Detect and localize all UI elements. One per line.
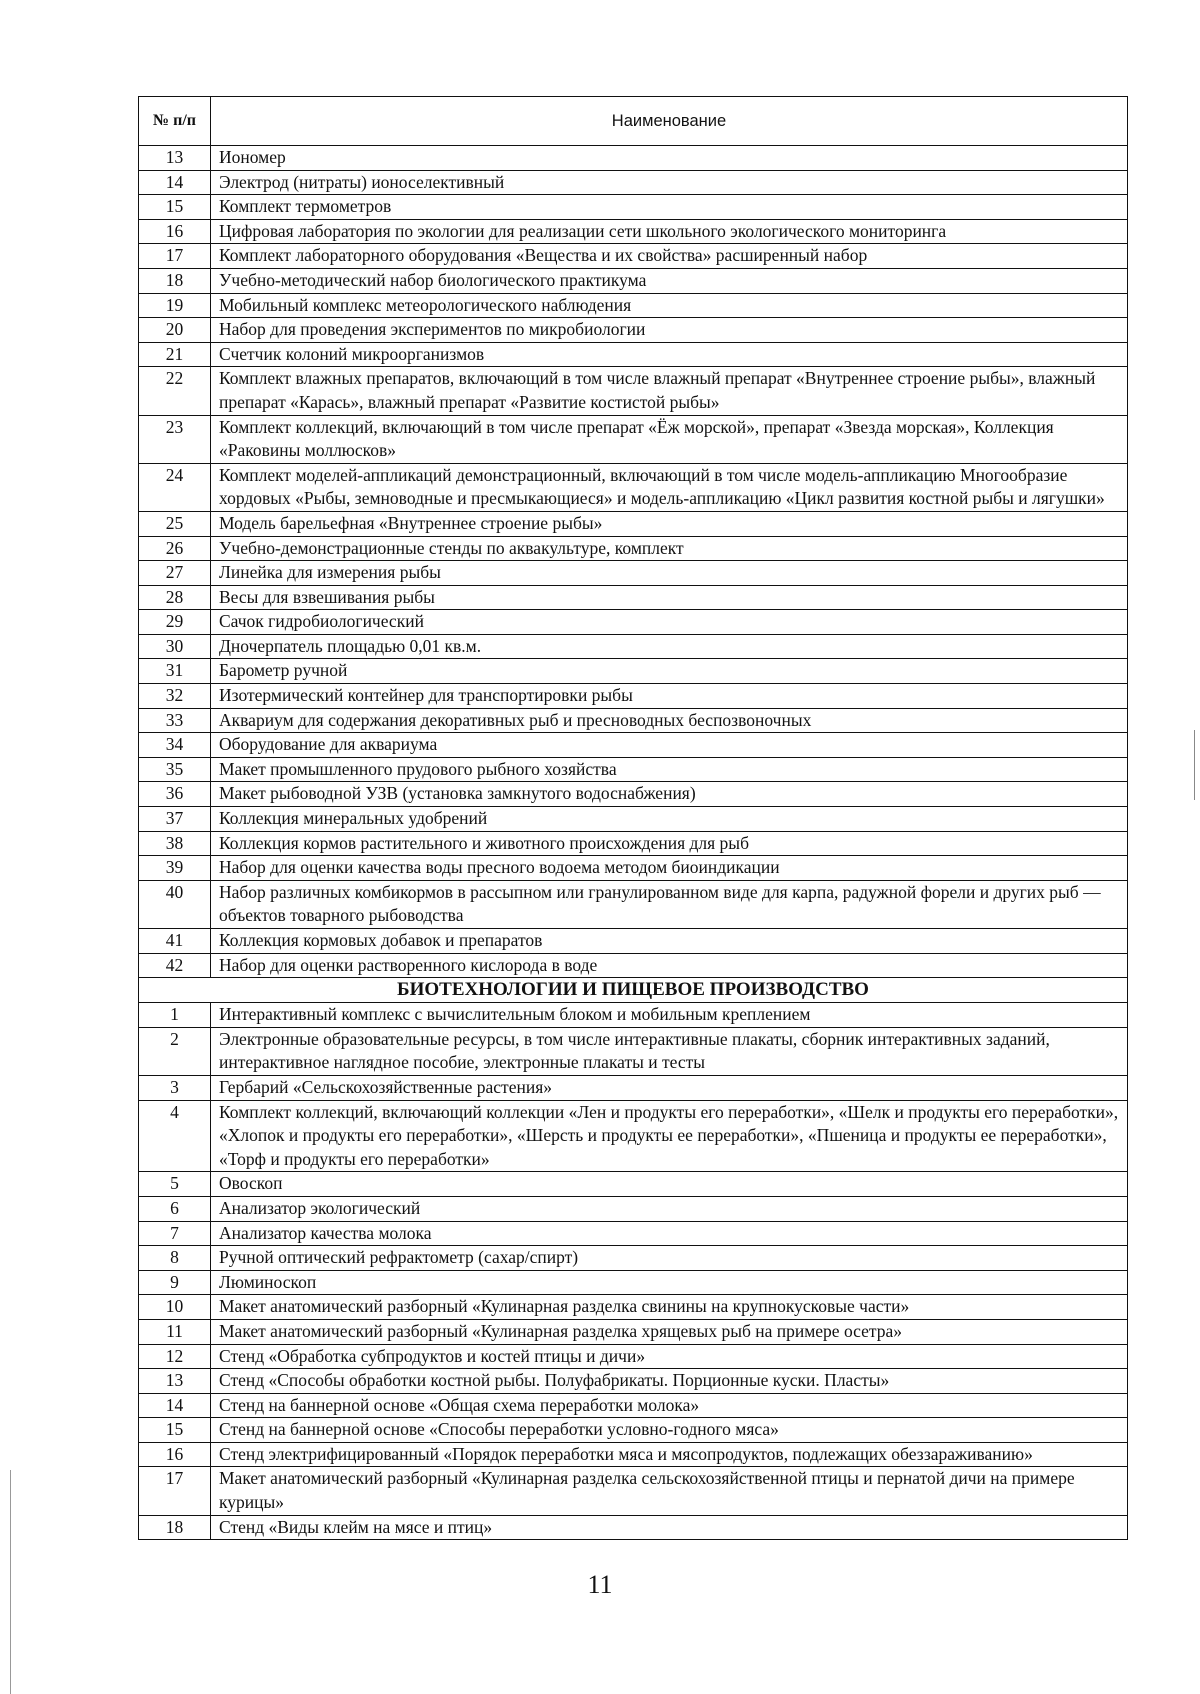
- row-number: 40: [139, 880, 211, 928]
- section-title: БИОТЕХНОЛОГИИ И ПИЩЕВОЕ ПРОИЗВОДСТВО: [139, 978, 1128, 1003]
- row-name: Аквариум для содержания декоративных рыб и пресноводных беспозвоночных: [211, 708, 1128, 733]
- row-number: 28: [139, 585, 211, 610]
- row-number: 14: [139, 170, 211, 195]
- table-row: [139, 318, 1128, 343]
- table-row: [139, 219, 1128, 244]
- table-body-part2: [139, 1003, 1128, 1540]
- table-row: [139, 1221, 1128, 1246]
- table-row: [139, 1344, 1128, 1369]
- table-row: [139, 1172, 1128, 1197]
- table-row: [139, 659, 1128, 684]
- row-number: 10: [139, 1295, 211, 1320]
- table-row: [139, 1319, 1128, 1344]
- row-number: 20: [139, 318, 211, 343]
- row-name: Комплект коллекций, включающий в том числе препарат «Ёж морской», препарат «Звезда морская», Коллекция «Раковины моллюсков»: [211, 415, 1128, 463]
- row-name: Весы для взвешивания рыбы: [211, 585, 1128, 610]
- table-row: [139, 831, 1128, 856]
- row-name: Стенд «Обработка субпродуктов и костей птицы и дичи»: [211, 1344, 1128, 1369]
- row-number: 5: [139, 1172, 211, 1197]
- row-number: 15: [139, 195, 211, 220]
- row-number: 1: [139, 1003, 211, 1028]
- row-number: 14: [139, 1393, 211, 1418]
- row-name: Стенд «Способы обработки костной рыбы. Полуфабрикаты. Порционные куски. Пласты»: [211, 1369, 1128, 1394]
- row-number: 22: [139, 367, 211, 415]
- row-name: Люминоскоп: [211, 1270, 1128, 1295]
- table-row: [139, 1442, 1128, 1467]
- table-row: [139, 1418, 1128, 1443]
- table-row: [139, 1467, 1128, 1515]
- row-name: Стенд электрифицированный «Порядок переработки мяса и мясопродуктов, подлежащих обеззараживанию»: [211, 1442, 1128, 1467]
- row-number: 4: [139, 1100, 211, 1172]
- row-name: Макет промышленного прудового рыбного хозяйства: [211, 757, 1128, 782]
- column-header-name: Наименование: [211, 97, 1128, 146]
- row-name: Макет рыбоводной УЗВ (установка замкнутого водоснабжения): [211, 782, 1128, 807]
- row-number: 32: [139, 684, 211, 709]
- row-number: 23: [139, 415, 211, 463]
- row-name: Коллекция кормовых добавок и препаратов: [211, 929, 1128, 954]
- row-name: Коллекция минеральных удобрений: [211, 807, 1128, 832]
- row-name: Набор для оценки качества воды пресного водоема методом биоиндикации: [211, 856, 1128, 881]
- table-row: [139, 367, 1128, 415]
- row-name: Анализатор экологический: [211, 1196, 1128, 1221]
- column-header-number: № п/п: [139, 97, 211, 146]
- row-number: 18: [139, 1515, 211, 1540]
- row-number: 8: [139, 1246, 211, 1271]
- row-number: 13: [139, 1369, 211, 1394]
- row-name: Коллекция кормов растительного и животного происхождения для рыб: [211, 831, 1128, 856]
- row-name: Модель барельефная «Внутреннее строение рыбы»: [211, 511, 1128, 536]
- row-number: 16: [139, 219, 211, 244]
- row-number: 7: [139, 1221, 211, 1246]
- row-number: 9: [139, 1270, 211, 1295]
- row-number: 31: [139, 659, 211, 684]
- table-row: [139, 293, 1128, 318]
- row-name: Барометр ручной: [211, 659, 1128, 684]
- table-row: [139, 807, 1128, 832]
- row-number: 15: [139, 1418, 211, 1443]
- row-number: 17: [139, 1467, 211, 1515]
- table-row: [139, 929, 1128, 954]
- row-name: Оборудование для аквариума: [211, 733, 1128, 758]
- row-name: Дночерпатель площадью 0,01 кв.м.: [211, 634, 1128, 659]
- scan-margin-mark-left: [10, 1470, 11, 1694]
- row-name: Гербарий «Сельскохозяйственные растения»: [211, 1075, 1128, 1100]
- row-number: 35: [139, 757, 211, 782]
- table-row: [139, 1075, 1128, 1100]
- table-row: [139, 268, 1128, 293]
- table-row: [139, 146, 1128, 171]
- table-body-part1: [139, 146, 1128, 978]
- row-number: 36: [139, 782, 211, 807]
- row-name: Стенд на баннерной основе «Общая схема переработки молока»: [211, 1393, 1128, 1418]
- table-row: [139, 1027, 1128, 1075]
- row-name: Мобильный комплекс метеорологического наблюдения: [211, 293, 1128, 318]
- table-section: [139, 978, 1128, 1003]
- row-name: Изотермический контейнер для транспортировки рыбы: [211, 684, 1128, 709]
- row-name: Макет анатомический разборный «Кулинарная разделка сельскохозяйственной птицы и пернатой дичи на примере курицы»: [211, 1467, 1128, 1515]
- table-row: [139, 244, 1128, 269]
- table-row: [139, 1295, 1128, 1320]
- row-number: 39: [139, 856, 211, 881]
- table-row: [139, 1100, 1128, 1172]
- row-number: 16: [139, 1442, 211, 1467]
- row-number: 21: [139, 342, 211, 367]
- table-row: [139, 342, 1128, 367]
- row-name: Макет анатомический разборный «Кулинарная разделка хрящевых рыб на примере осетра»: [211, 1319, 1128, 1344]
- table-row: [139, 415, 1128, 463]
- row-name: Комплект моделей-аппликаций демонстрационный, включающий в том числе модель-аппликацию Многообразие хордовых «Рыбы, земноводные и пресмыкающиеся» и модель-аппликацию «Цикл развития костной рыбы и лягушки»: [211, 463, 1128, 511]
- table-row: [139, 195, 1128, 220]
- table-row: [139, 1393, 1128, 1418]
- table-row: [139, 1270, 1128, 1295]
- table-row: [139, 757, 1128, 782]
- row-name: Стенд на баннерной основе «Способы переработки условно-годного мяса»: [211, 1418, 1128, 1443]
- row-name: Линейка для измерения рыбы: [211, 561, 1128, 586]
- row-name: Электронные образовательные ресурсы, в том числе интерактивные плакаты, сборник интерактивных заданий, интерактивное наглядное пособие, электронные плакаты и тесты: [211, 1027, 1128, 1075]
- table-row: [139, 610, 1128, 635]
- row-number: 37: [139, 807, 211, 832]
- row-number: 25: [139, 511, 211, 536]
- row-number: 6: [139, 1196, 211, 1221]
- row-number: 2: [139, 1027, 211, 1075]
- table-row: [139, 953, 1128, 978]
- section-row: [139, 978, 1128, 1003]
- row-name: Ручной оптический рефрактометр (сахар/спирт): [211, 1246, 1128, 1271]
- table-row: [139, 511, 1128, 536]
- row-number: 3: [139, 1075, 211, 1100]
- table-row: [139, 170, 1128, 195]
- table-row: [139, 733, 1128, 758]
- row-name: Сачок гидробиологический: [211, 610, 1128, 635]
- row-name: Комплект лабораторного оборудования «Вещества и их свойства» расширенный набор: [211, 244, 1128, 269]
- row-number: 11: [139, 1319, 211, 1344]
- table-row: [139, 561, 1128, 586]
- table-row: [139, 1003, 1128, 1028]
- row-name: Учебно-методический набор биологического практикума: [211, 268, 1128, 293]
- table-row: [139, 708, 1128, 733]
- table-row: [139, 1196, 1128, 1221]
- row-number: 38: [139, 831, 211, 856]
- table-row: [139, 782, 1128, 807]
- row-name: Комплект влажных препаратов, включающий в том числе влажный препарат «Внутреннее строение рыбы», влажный препарат «Карась», влажный препарат «Развитие костистой рыбы»: [211, 367, 1128, 415]
- equipment-table: [138, 96, 1128, 1540]
- row-number: 19: [139, 293, 211, 318]
- row-name: Набор различных комбикормов в рассыпном или гранулированном виде для карпа, радужной форели и других рыб — объектов товарного рыбоводства: [211, 880, 1128, 928]
- table-row: [139, 856, 1128, 881]
- table-row: [139, 536, 1128, 561]
- row-number: 18: [139, 268, 211, 293]
- row-name: Стенд «Виды клейм на мясе и птиц»: [211, 1515, 1128, 1540]
- row-number: 24: [139, 463, 211, 511]
- row-name: Учебно-демонстрационные стенды по аквакультуре, комплект: [211, 536, 1128, 561]
- row-number: 30: [139, 634, 211, 659]
- row-number: 33: [139, 708, 211, 733]
- table-header-row: [139, 97, 1128, 146]
- row-name: Иономер: [211, 146, 1128, 171]
- row-name: Цифровая лаборатория по экологии для реализации сети школьного экологического мониторинга: [211, 219, 1128, 244]
- row-name: Комплект термометров: [211, 195, 1128, 220]
- row-name: Электрод (нитраты) ионоселективный: [211, 170, 1128, 195]
- table-row: [139, 585, 1128, 610]
- row-number: 42: [139, 953, 211, 978]
- row-name: Интерактивный комплекс с вычислительным блоком и мобильным креплением: [211, 1003, 1128, 1028]
- row-name: Набор для проведения экспериментов по микробиологии: [211, 318, 1128, 343]
- table-row: [139, 880, 1128, 928]
- row-number: 41: [139, 929, 211, 954]
- row-number: 12: [139, 1344, 211, 1369]
- table-row: [139, 1515, 1128, 1540]
- row-name: Анализатор качества молока: [211, 1221, 1128, 1246]
- row-name: Овоскоп: [211, 1172, 1128, 1197]
- row-number: 34: [139, 733, 211, 758]
- row-number: 27: [139, 561, 211, 586]
- scan-margin-mark: [1194, 730, 1195, 800]
- row-name: Комплект коллекций, включающий коллекции «Лен и продукты его переработки», «Шелк и продукты его переработки», «Хлопок и продукты его переработки», «Шерсть и продукты ее переработки», «Пшеница и продукты ее переработки», «Торф и продукты его переработки»: [211, 1100, 1128, 1172]
- table-row: [139, 1369, 1128, 1394]
- equipment-table-container: [138, 96, 1128, 1540]
- row-number: 13: [139, 146, 211, 171]
- table-row: [139, 634, 1128, 659]
- row-name: Набор для оценки растворенного кислорода в воде: [211, 953, 1128, 978]
- page-number: 11: [587, 1570, 613, 1599]
- row-name: Счетчик колоний микроорганизмов: [211, 342, 1128, 367]
- row-number: 17: [139, 244, 211, 269]
- row-number: 26: [139, 536, 211, 561]
- row-number: 29: [139, 610, 211, 635]
- table-row: [139, 1246, 1128, 1271]
- table-row: [139, 684, 1128, 709]
- row-name: Макет анатомический разборный «Кулинарная разделка свинины на крупнокусковые части»: [211, 1295, 1128, 1320]
- table-row: [139, 463, 1128, 511]
